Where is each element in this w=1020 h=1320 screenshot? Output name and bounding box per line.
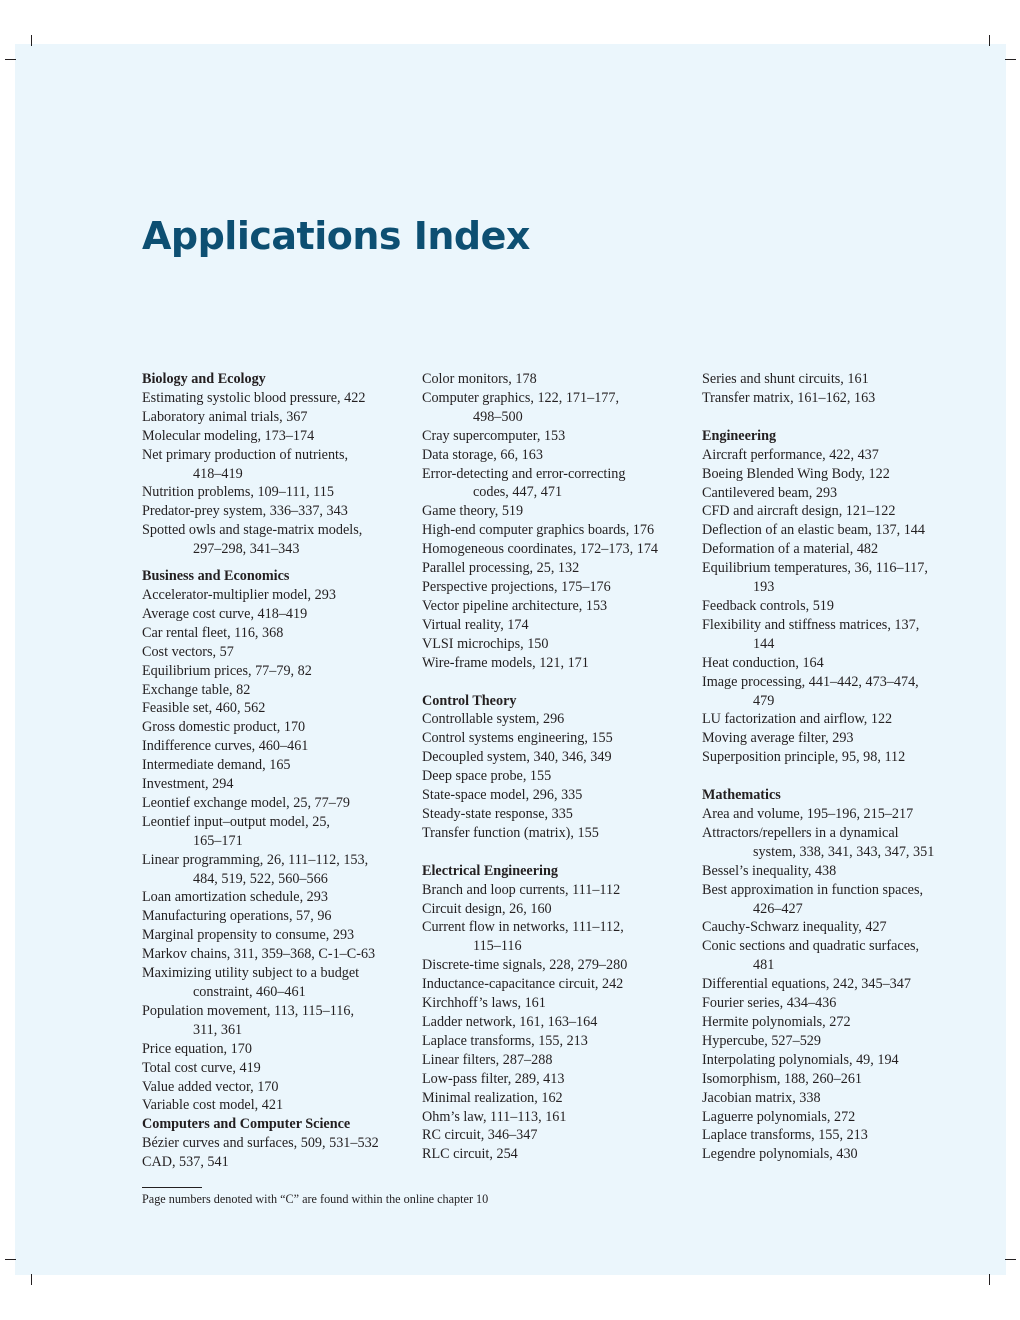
- index-entry: RLC circuit, 254: [422, 1146, 518, 1163]
- index-entry: Isomorphism, 188, 260–261: [702, 1070, 863, 1087]
- index-entry: VLSI microchips, 150: [422, 635, 549, 652]
- section-spacer: [142, 559, 404, 567]
- index-entry: Feedback controls, 519: [702, 597, 834, 614]
- index-entry: Manufacturing operations, 57, 96: [142, 908, 332, 925]
- index-entry: Value added vector, 170: [142, 1078, 279, 1095]
- index-entry: Bessel’s inequality, 438: [702, 862, 837, 879]
- index-entry-continuation: 193: [753, 579, 775, 596]
- index-entry: Cantilevered beam, 293: [702, 484, 838, 501]
- index-entry: Net primary production of nutrients,: [142, 446, 349, 463]
- section-heading: Engineering: [702, 427, 777, 444]
- index-entry: State-space model, 296, 335: [422, 787, 583, 804]
- section-heading: Electrical Engineering: [422, 862, 558, 879]
- index-entry: Best approximation in function spaces,: [702, 881, 924, 898]
- crop-mark-bottom-left-vertical: [31, 1274, 32, 1285]
- index-entry: Intermediate demand, 165: [142, 757, 291, 774]
- index-entry-continuation: 115–116: [473, 938, 522, 955]
- index-entry: Total cost curve, 419: [142, 1059, 261, 1076]
- index-entry: Cray supercomputer, 153: [422, 427, 566, 444]
- index-entry: Ohm’s law, 111–113, 161: [422, 1108, 567, 1125]
- index-entry: Differential equations, 242, 345–347: [702, 976, 911, 993]
- index-entry: Homogeneous coordinates, 172–173, 174: [422, 541, 659, 558]
- index-entry: Computer graphics, 122, 171–177,: [422, 389, 620, 406]
- index-entry-continuation: 418–419: [193, 465, 243, 482]
- index-entry-continuation: 144: [753, 635, 775, 652]
- index-entry: Parallel processing, 25, 132: [422, 560, 580, 577]
- index-entry: CAD, 537, 541: [142, 1154, 229, 1171]
- index-entry: Steady-state response, 335: [422, 805, 573, 822]
- section-spacer: [702, 767, 964, 786]
- index-entry: Laplace transforms, 155, 213: [702, 1127, 868, 1144]
- index-entry: Virtual reality, 174: [422, 616, 529, 633]
- index-entry: Ladder network, 161, 163–164: [422, 1014, 598, 1030]
- index-entry: Transfer function (matrix), 155: [422, 824, 599, 841]
- index-entry-continuation: 498–500: [473, 408, 523, 425]
- index-entry: Investment, 294: [142, 776, 234, 793]
- index-entry: Fourier series, 434–436: [702, 995, 837, 1012]
- index-entry: Accelerator-multiplier model, 293: [142, 586, 336, 603]
- index-entry: Jacobian matrix, 338: [702, 1089, 821, 1106]
- index-entry: Laguerre polynomials, 272: [702, 1108, 856, 1125]
- index-entry: Control systems engineering, 155: [422, 730, 613, 747]
- index-entry: Color monitors, 178: [422, 371, 537, 387]
- index-entry: Car rental fleet, 116, 368: [142, 624, 284, 641]
- index-entry-continuation: 311, 361: [193, 1021, 243, 1038]
- index-entry: Kirchhoff’s laws, 161: [422, 995, 546, 1012]
- index-entry: Low-pass filter, 289, 413: [422, 1070, 565, 1087]
- index-entry: Variable cost model, 421: [142, 1097, 284, 1114]
- crop-mark-top-right-vertical: [989, 35, 990, 46]
- index-entry: Deformation of a material, 482: [702, 541, 879, 558]
- index-entry: Estimating systolic blood pressure, 422: [142, 389, 366, 406]
- index-entry: Deep space probe, 155: [422, 768, 552, 785]
- index-entry: Marginal propensity to consume, 293: [142, 927, 355, 944]
- index-entry: Conic sections and quadratic surfaces,: [702, 938, 920, 955]
- footnote: Page numbers denoted with “C” are found within the online chapter 10: [142, 1192, 489, 1206]
- index-entry: RC circuit, 346–347: [422, 1127, 538, 1144]
- section-heading: Biology and Ecology: [142, 371, 266, 387]
- index-entry-continuation: constraint, 460–461: [193, 984, 306, 1000]
- index-entry: Population movement, 113, 115–116,: [142, 1002, 355, 1019]
- index-entry: Leontief exchange model, 25, 77–79: [142, 794, 351, 811]
- index-entry: LU factorization and airflow, 122: [702, 711, 893, 728]
- index-entry: Game theory, 519: [422, 503, 524, 520]
- footnote-rule: [142, 1187, 202, 1188]
- section-spacer: [422, 843, 684, 862]
- index-entry: Wire-frame models, 121, 171: [422, 654, 589, 671]
- index-entry: Leontief input–output model, 25,: [142, 813, 330, 830]
- index-entry: Heat conduction, 164: [702, 654, 824, 671]
- index-entry: Spotted owls and stage-matrix models,: [142, 522, 363, 539]
- index-column-1: [142, 370, 404, 1172]
- crop-mark-bottom-right-horizontal: [1005, 1259, 1016, 1260]
- crop-mark-top-left-vertical: [31, 35, 32, 46]
- index-entry: Exchange table, 82: [142, 681, 251, 698]
- index-entry: Loan amortization schedule, 293: [142, 889, 328, 906]
- index-entry: Average cost curve, 418–419: [142, 605, 308, 622]
- section-heading: Computers and Computer Science: [142, 1116, 351, 1133]
- index-entry-continuation: system, 338, 341, 343, 347, 351: [753, 843, 935, 860]
- index-entry: Bézier curves and surfaces, 509, 531–532: [142, 1135, 379, 1152]
- index-entry-continuation: 479: [753, 692, 775, 709]
- index-entry: Cost vectors, 57: [142, 643, 234, 660]
- index-entry: Data storage, 66, 163: [422, 446, 543, 463]
- section-spacer: [702, 408, 964, 427]
- index-entry: CFD and aircraft design, 121–122: [702, 503, 896, 520]
- crop-mark-bottom-left-horizontal: [5, 1259, 16, 1260]
- index-entry: Equilibrium temperatures, 36, 116–117,: [702, 560, 928, 577]
- crop-mark-top-right-horizontal: [1005, 59, 1016, 60]
- index-entry: Perspective projections, 175–176: [422, 578, 611, 595]
- index-entry: Current flow in networks, 111–112,: [422, 919, 624, 936]
- crop-mark-top-left-horizontal: [5, 59, 16, 60]
- index-entry: Moving average filter, 293: [702, 730, 854, 747]
- index-entry: Boeing Blended Wing Body, 122: [702, 465, 890, 482]
- index-entry: Discrete-time signals, 228, 279–280: [422, 957, 628, 974]
- index-entry: Vector pipeline architecture, 153: [422, 597, 608, 614]
- index-entry: Linear filters, 287–288: [422, 1051, 553, 1068]
- index-entry: Inductance-capacitance circuit, 242: [422, 976, 624, 993]
- index-entry: Attractors/repellers in a dynamical: [702, 824, 899, 841]
- index-entry-continuation: codes, 447, 471: [473, 484, 563, 501]
- index-entry-continuation: 426–427: [753, 900, 803, 917]
- index-entry: Aircraft performance, 422, 437: [702, 446, 879, 463]
- index-entry-continuation: 484, 519, 522, 560–566: [193, 870, 328, 887]
- index-entry: Flexibility and stiffness matrices, 137,: [702, 616, 920, 633]
- index-entry: Deflection of an elastic beam, 137, 144: [702, 522, 925, 539]
- index-entry: Feasible set, 460, 562: [142, 700, 266, 717]
- index-entry: Hermite polynomials, 272: [702, 1014, 851, 1030]
- index-entry: Circuit design, 26, 160: [422, 900, 552, 917]
- section-heading: Mathematics: [702, 787, 781, 804]
- index-entry-continuation: 297–298, 341–343: [193, 541, 300, 558]
- index-entry: Markov chains, 311, 359–368, C-1–C-63: [142, 946, 376, 963]
- index-entry: Controllable system, 296: [422, 711, 565, 728]
- index-entry: Cauchy-Schwarz inequality, 427: [702, 919, 887, 936]
- index-entry: Series and shunt circuits, 161: [702, 371, 869, 387]
- index-entry: Indifference curves, 460–461: [142, 738, 309, 755]
- index-entry: Legendre polynomials, 430: [702, 1146, 858, 1163]
- index-entry: Transfer matrix, 161–162, 163: [702, 389, 876, 406]
- index-column-3: [702, 370, 964, 1164]
- index-entry: Linear programming, 26, 111–112, 153,: [142, 851, 369, 868]
- index-entry: Branch and loop currents, 111–112: [422, 881, 621, 898]
- index-entry: Minimal realization, 162: [422, 1089, 563, 1106]
- index-entry: High-end computer graphics boards, 176: [422, 522, 655, 539]
- section-heading: Business and Economics: [142, 568, 290, 585]
- index-entry: Error-detecting and error-correcting: [422, 465, 626, 482]
- section-spacer: [422, 673, 684, 692]
- index-entry: Area and volume, 195–196, 215–217: [702, 806, 914, 823]
- index-entry: Maximizing utility subject to a budget: [142, 965, 360, 982]
- index-entry: Predator-prey system, 336–337, 343: [142, 503, 348, 520]
- index-column-2: [422, 370, 684, 1164]
- section-heading: Control Theory: [422, 692, 517, 709]
- index-entry-continuation: 165–171: [193, 832, 243, 849]
- index-entry: Equilibrium prices, 77–79, 82: [142, 662, 312, 679]
- index-entry: Image processing, 441–442, 473–474,: [702, 673, 919, 690]
- index-entry: Gross domestic product, 170: [142, 719, 306, 736]
- index-entry: Superposition principle, 95, 98, 112: [702, 749, 906, 766]
- index-entry: Interpolating polynomials, 49, 194: [702, 1051, 899, 1068]
- index-entry-continuation: 481: [753, 957, 775, 974]
- index-entry: Price equation, 170: [142, 1040, 252, 1057]
- index-entry: Molecular modeling, 173–174: [142, 427, 315, 444]
- page-title: Applications Index: [142, 214, 530, 258]
- index-entry: Nutrition problems, 109–111, 115: [142, 484, 334, 501]
- index-entry: Hypercube, 527–529: [702, 1032, 821, 1049]
- crop-mark-bottom-right-vertical: [989, 1274, 990, 1285]
- index-entry: Decoupled system, 340, 346, 349: [422, 749, 612, 766]
- index-entry: Laplace transforms, 155, 213: [422, 1032, 588, 1049]
- index-entry: Laboratory animal trials, 367: [142, 408, 308, 425]
